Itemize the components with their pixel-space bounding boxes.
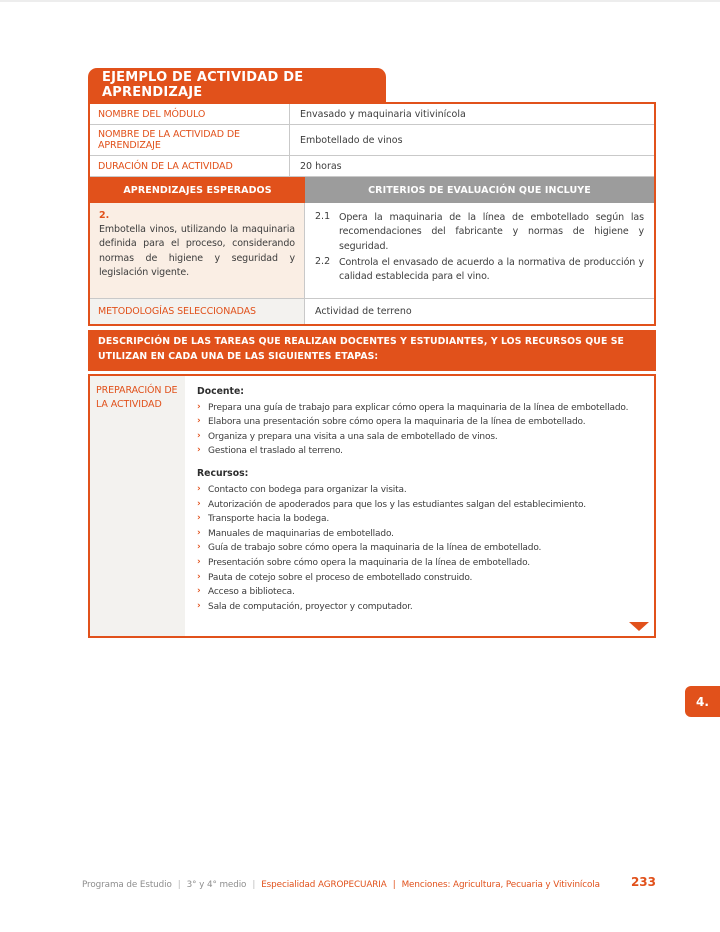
footer-separator: | xyxy=(392,880,396,890)
footer-program: Programa de Estudio xyxy=(82,880,172,890)
continuation-arrow-icon xyxy=(629,622,649,631)
activity-name-value: Embotellado de vinos xyxy=(300,134,403,146)
page-footer xyxy=(82,880,600,890)
methodology-label: METODOLOGÍAS SELECCIONADAS xyxy=(90,299,305,324)
list-item: › Guía de trabajo sobre cómo opera la maquinaria de la línea de embotellado. xyxy=(197,541,642,556)
footer-separator: | xyxy=(252,880,256,890)
methodology-value: Actividad de terreno xyxy=(315,306,412,317)
list-item: › Prepara una guía de trabajo para explicar cómo opera la maquinaria de la línea de embotellado. xyxy=(197,401,642,416)
table-row xyxy=(90,125,654,156)
list-item: › Pauta de cotejo sobre el proceso de embotellado construido. xyxy=(197,571,642,586)
table-header-row xyxy=(90,177,654,203)
activity-table xyxy=(88,102,656,326)
criteria-cell xyxy=(305,203,654,298)
activity-title-tab xyxy=(88,68,386,102)
methodology-row xyxy=(90,299,654,324)
stage-label: PREPARACIÓN DE LA ACTIVIDAD xyxy=(90,376,185,636)
activity-document xyxy=(88,68,656,638)
table-row xyxy=(90,156,654,177)
list-item: › Organiza y prepara una visita a una sala de embotellado de vinos. xyxy=(197,430,642,445)
preparation-section xyxy=(88,374,656,638)
activity-name-label: NOMBRE DE LA ACTIVIDAD DE APRENDIZAJE xyxy=(90,125,290,155)
criteria-item xyxy=(315,211,644,254)
list-item: › Contacto con bodega para organizar la visita. xyxy=(197,483,642,498)
footer-mentions: Menciones: Agricultura, Pecuaria y Vitivinícola xyxy=(401,880,600,890)
duration-label: DURACIÓN DE LA ACTIVIDAD xyxy=(90,156,290,176)
stage-content xyxy=(185,376,654,636)
criteria-number: 2.1 xyxy=(315,211,331,222)
criteria-text: Opera la maquinaria de la línea de embotellado según las recomendaciones del fabricante y normas de higiene y seguridad. xyxy=(339,212,644,252)
list-item: › Transporte hacia la bodega. xyxy=(197,512,642,527)
criteria-text: Controla el envasado de acuerdo a la normativa de producción y calidad establecida para el vino. xyxy=(339,256,644,282)
chapter-side-tab: 4. xyxy=(685,686,720,717)
learning-number: 2. xyxy=(99,210,110,221)
list-item: › Sala de computación, proyector y computador. xyxy=(197,600,642,615)
duration-value: 20 horas xyxy=(300,160,342,172)
list-item: › Gestiona el traslado al terreno. xyxy=(197,444,642,459)
recursos-heading: Recursos: xyxy=(197,468,249,480)
learning-text: Embotella vinos, utilizando la maquinaria definida para el proceso, considerando normas de higiene y seguridad y legislación vigente. xyxy=(99,224,295,278)
list-item: › Elabora una presentación sobre cómo opera la maquinaria de la línea de embotellado. xyxy=(197,415,642,430)
recursos-list xyxy=(197,483,642,614)
list-item: › Manuales de maquinarias de embotellado. xyxy=(197,527,642,542)
footer-grades: 3° y 4° medio xyxy=(186,880,247,890)
description-banner: DESCRIPCIÓN DE LAS TAREAS QUE REALIZAN DOCENTES Y ESTUDIANTES, Y LOS RECURSOS QUE SE UTILIZAN EN CADA UNA DE LAS SIGUIENTES ETAPAS: xyxy=(88,330,656,371)
learning-criteria-row xyxy=(90,203,654,299)
footer-specialty: Especialidad AGROPECUARIA xyxy=(261,880,387,890)
learning-header: APRENDIZAJES ESPERADOS xyxy=(90,177,305,203)
learning-cell xyxy=(90,203,305,298)
module-name-label: NOMBRE DEL MÓDULO xyxy=(90,104,290,124)
criteria-item xyxy=(315,256,644,285)
list-item: › Autorización de apoderados para que los y las estudiantes salgan del establecimiento. xyxy=(197,498,642,513)
docente-heading: Docente: xyxy=(197,385,245,397)
footer-separator: | xyxy=(177,880,181,890)
docente-list xyxy=(197,401,642,459)
page-number: 233 xyxy=(630,875,656,889)
list-item: › Acceso a biblioteca. xyxy=(197,585,642,600)
list-item: › Presentación sobre cómo opera la maquinaria de la línea de embotellado. xyxy=(197,556,642,571)
criteria-header: CRITERIOS DE EVALUACIÓN QUE INCLUYE xyxy=(305,177,654,203)
criteria-number: 2.2 xyxy=(315,255,331,267)
table-row xyxy=(90,104,654,125)
module-name-value: Envasado y maquinaria vitivinícola xyxy=(300,108,466,120)
activity-title: EJEMPLO DE ACTIVIDAD DE APRENDIZAJE xyxy=(102,70,304,100)
